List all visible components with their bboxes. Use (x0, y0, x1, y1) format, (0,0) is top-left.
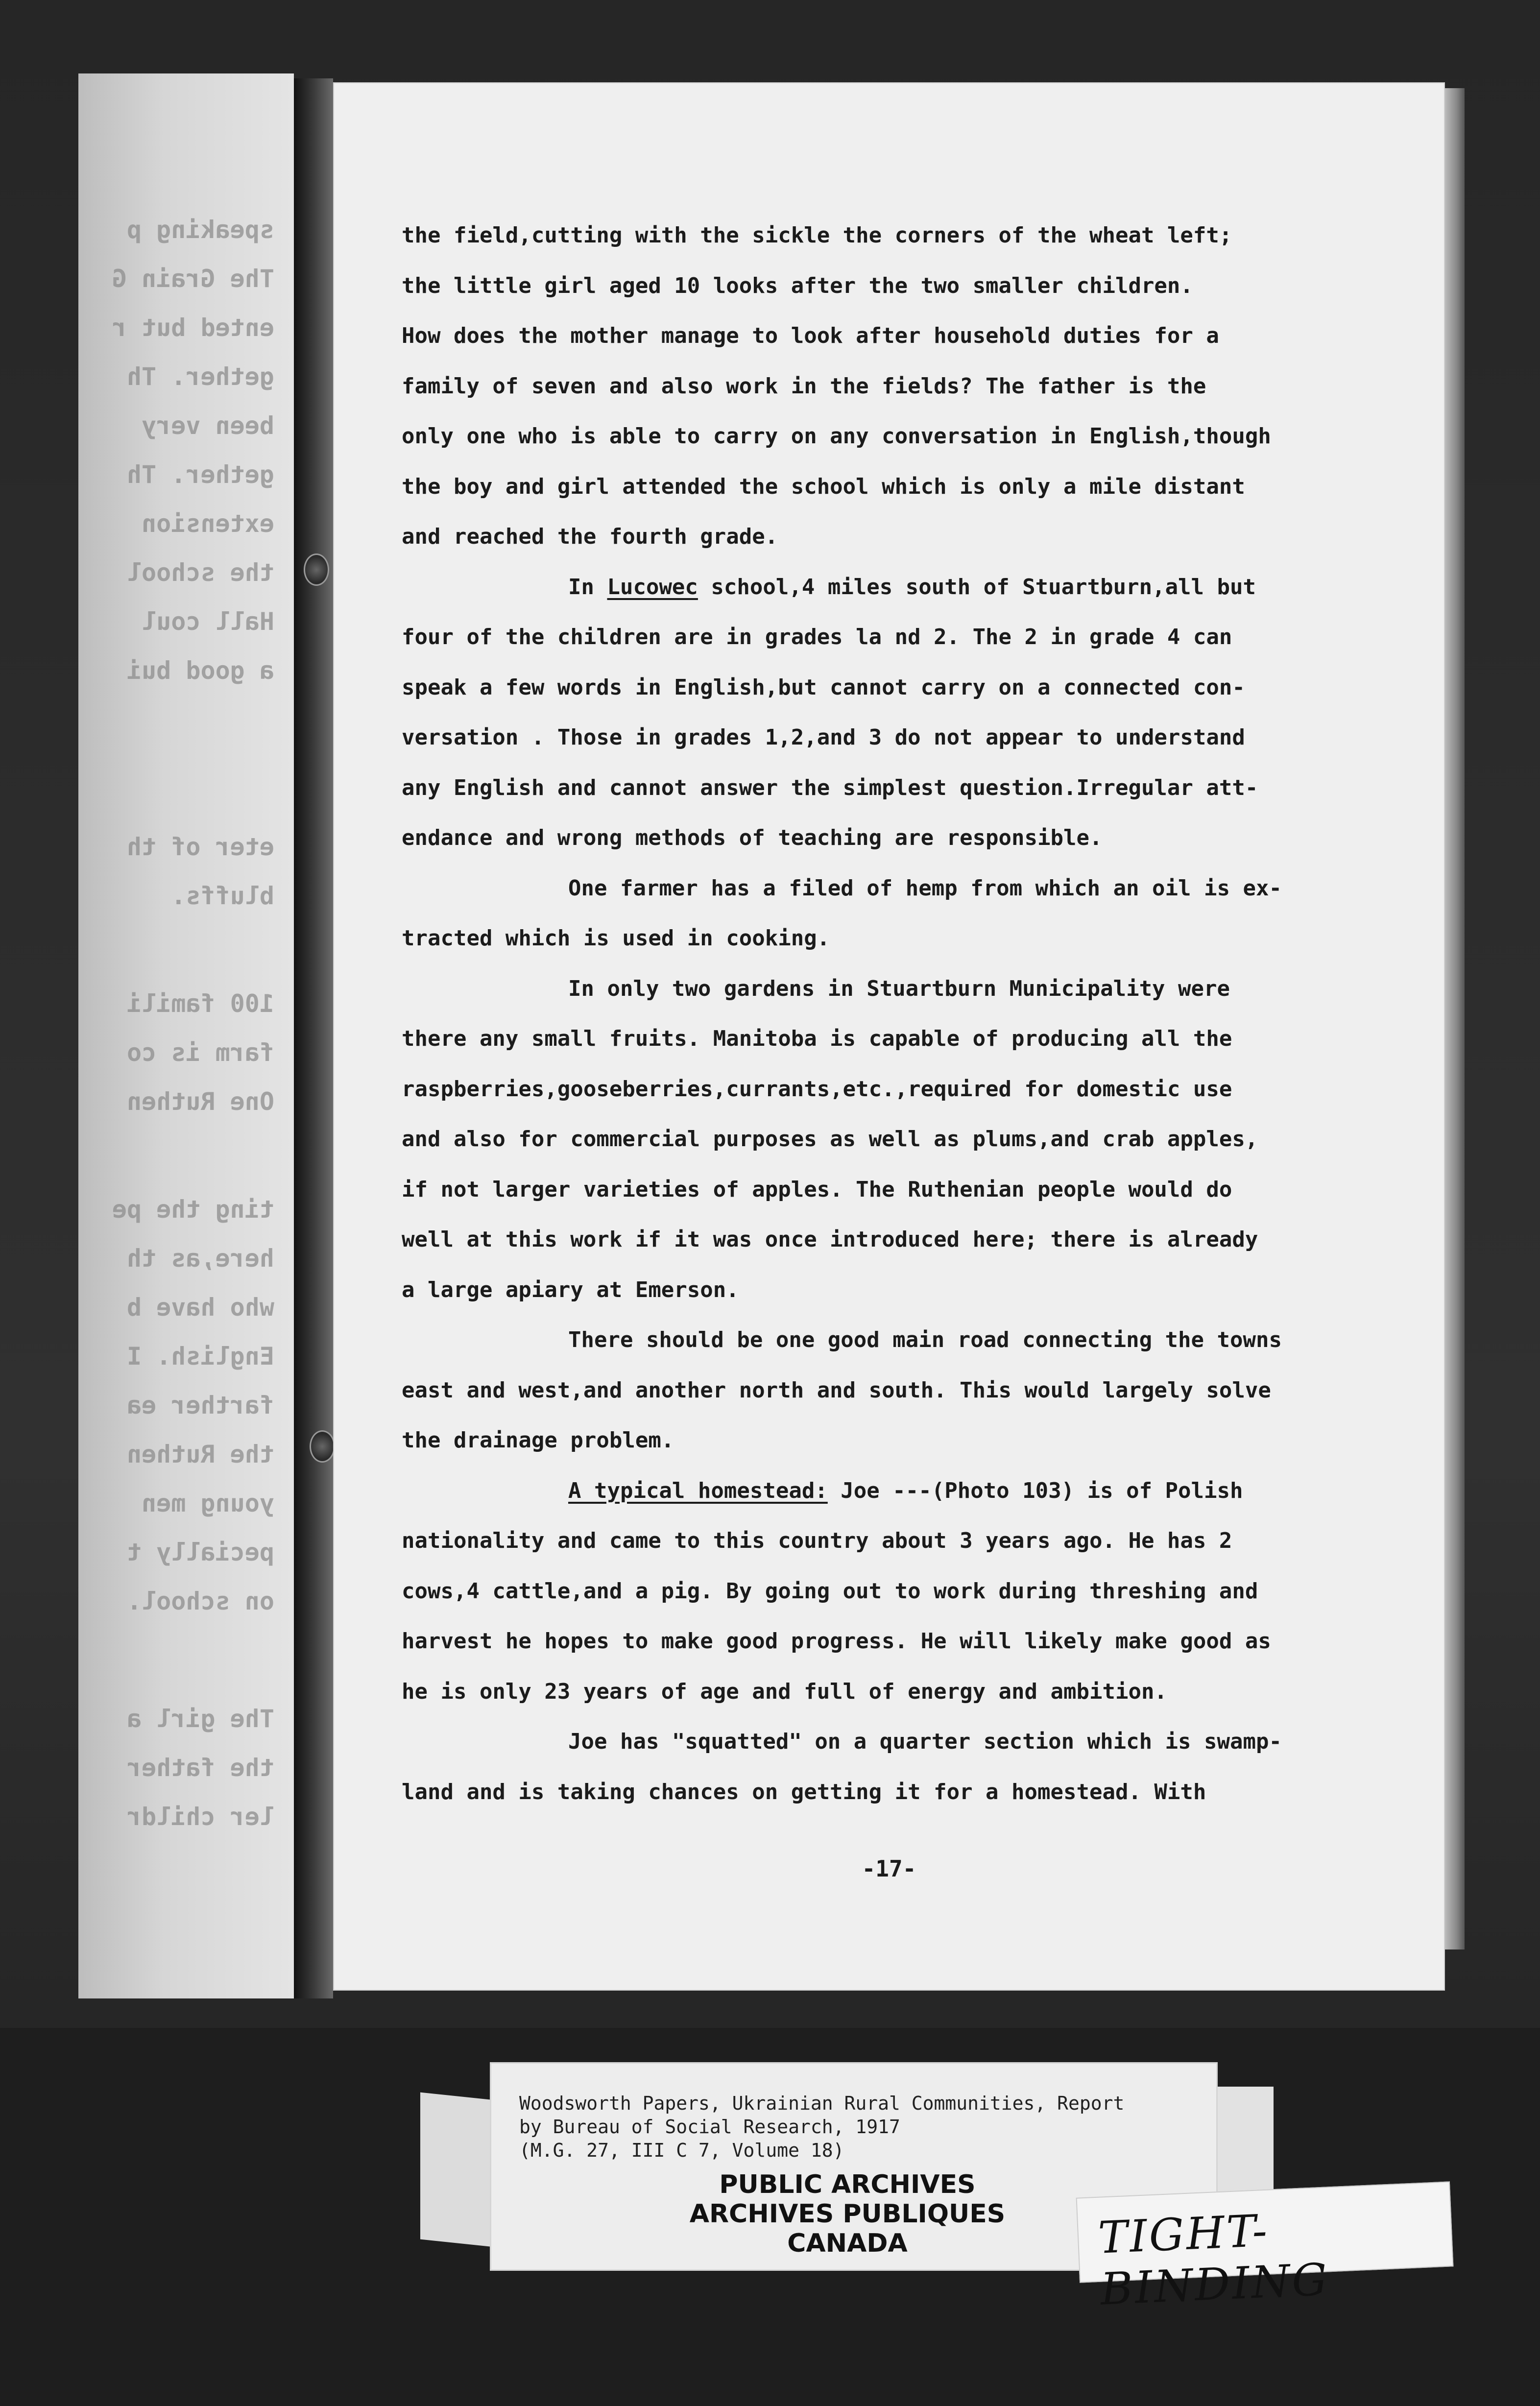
text-line (402, 562, 1420, 613)
text-line: family of seven and also work in the fields? The father is the (402, 373, 1206, 399)
ghost-line: farm is co (126, 1038, 274, 1067)
text-line: raspberries,gooseberries,currants,etc.,required for domestic use (402, 1076, 1232, 1102)
text-line: east and west,and another north and south. This would largely solve (402, 1377, 1271, 1403)
text-line: There should be one good main road connecting the towns (568, 1327, 1282, 1352)
text-line: any English and cannot answer the simplest question.Irregular att- (402, 775, 1258, 800)
section-heading-underlined: A typical homestead: (568, 1478, 828, 1503)
ghost-line: eter of th (126, 833, 274, 861)
text-fragment: school,4 miles south of Stuartburn,all but (698, 574, 1256, 600)
ghost-line: English. I (126, 1342, 274, 1371)
page-stack-edge (1445, 88, 1465, 1949)
text-line: four of the children are in grades la nd 2. The 2 in grade 4 can (402, 625, 1232, 650)
ghost-line: here,as th (126, 1244, 274, 1273)
ghost-line: the Ruthen (126, 1440, 274, 1468)
text-line: harvest he hopes to make good progress. He will likely make good as (402, 1629, 1271, 1654)
ghost-line: speaking p (126, 216, 274, 244)
text-line: if not larger varieties of apples. The Ruthenian people would do (402, 1177, 1232, 1202)
text-line: the drainage problem. (402, 1428, 674, 1453)
typewritten-text (402, 211, 1420, 1817)
text-line: and also for commercial purposes as well as plums,and crab apples, (402, 1127, 1258, 1152)
text-line: In only two gardens in Stuartburn Municipality were (568, 976, 1230, 1001)
text-line: Joe has "squatted" on a quarter section which is swamp- (568, 1729, 1282, 1754)
text-line: only one who is able to carry on any conversation in English,though (402, 424, 1271, 449)
text-line: speak a few words in English,but cannot carry on a connected con- (402, 674, 1245, 700)
ghost-line: farther ea (126, 1391, 274, 1420)
archives-french: ARCHIVES PUBLIQUES (689, 2199, 1006, 2229)
binding-hole (310, 1430, 335, 1463)
text-line: the little girl aged 10 looks after the two smaller children. (402, 273, 1193, 298)
text-line: he is only 23 years of age and full of energy and ambition. (402, 1679, 1167, 1704)
ghost-line: gether. Th (126, 362, 274, 391)
ghost-line: ler childr (126, 1803, 274, 1831)
ghost-line: a good bui (126, 656, 274, 685)
text-line: the field,cutting with the sickle the corners of the wheat left; (402, 223, 1232, 248)
label-tab (1210, 2087, 1274, 2204)
ghost-line: extension (142, 509, 274, 538)
ghost-line: the father (126, 1754, 274, 1782)
facing-page-bleedthrough (78, 73, 294, 1998)
text-line: a large apiary at Emerson. (402, 1277, 739, 1302)
archives-name (661, 2170, 1034, 2258)
text-line: nationality and came to this country about 3 years ago. He has 2 (402, 1528, 1232, 1553)
citation-line: by Bureau of Social Research, 1917 (519, 2116, 900, 2138)
ghost-line: been very (142, 411, 274, 440)
ghost-line: ting the pe (112, 1195, 274, 1224)
text-line: well at this work if it was once introduced here; there is already (402, 1227, 1258, 1252)
text-line: land and is taking chances on getting it for a homestead. With (402, 1779, 1206, 1804)
ghost-line: Hall coul (142, 607, 274, 636)
text-fragment: Joe ---(Photo 103) is of Polish (827, 1478, 1243, 1503)
page-number: -17- (862, 1855, 916, 1882)
school-name-underlined: Lucowec (607, 574, 698, 600)
binding-hole (304, 553, 329, 586)
citation-line: Woodsworth Papers, Ukrainian Rural Communities, Report (519, 2093, 1125, 2114)
label-tab (420, 2093, 499, 2248)
text-line: How does the mother manage to look after household duties for a (402, 323, 1219, 348)
ghost-line: young men (142, 1489, 274, 1517)
ghost-line: bluffs. (171, 882, 274, 910)
text-line: there any small fruits. Manitoba is capable of producing all the (402, 1026, 1232, 1051)
tight-binding-stamp (1076, 2181, 1454, 2315)
ghost-line: on school. (126, 1587, 274, 1615)
ghost-line: gether. Th (126, 460, 274, 489)
binding-gutter (294, 78, 333, 1998)
text-fragment: In (568, 574, 607, 600)
text-line: the boy and girl attended the school which is only a mile distant (402, 474, 1245, 499)
text-line: and reached the fourth grade. (402, 524, 778, 549)
ghost-line: who have b (126, 1293, 274, 1322)
ghost-line: 100 famili (126, 989, 274, 1018)
text-line: versation . Those in grades 1,2,and 3 do not appear to understand (402, 725, 1245, 750)
archives-english: PUBLIC ARCHIVES (719, 2170, 976, 2199)
text-line: One farmer has a filed of hemp from which an oil is ex- (568, 875, 1282, 901)
citation-line: (M.G. 27, III C 7, Volume 18) (519, 2140, 844, 2161)
stamp-text: TIGHT-BINDING (1097, 2205, 1330, 2315)
archives-country: CANADA (787, 2229, 908, 2258)
ghost-line: ented but r (112, 313, 274, 342)
text-line (402, 1466, 1420, 1516)
document-page (333, 82, 1445, 1991)
ghost-line: One Ruthen (126, 1087, 274, 1116)
text-line: cows,4 cattle,and a pig. By going out to work during threshing and (402, 1578, 1258, 1604)
ghost-line: The Grain G (112, 265, 274, 293)
text-line: endance and wrong methods of teaching are responsible. (402, 825, 1103, 850)
ghost-line: the school (126, 558, 274, 587)
ghost-line: pecially t (126, 1538, 274, 1566)
text-line: tracted which is used in cooking. (402, 926, 830, 951)
archive-citation (519, 2092, 1215, 2162)
ghost-line: The girl a (126, 1705, 274, 1733)
